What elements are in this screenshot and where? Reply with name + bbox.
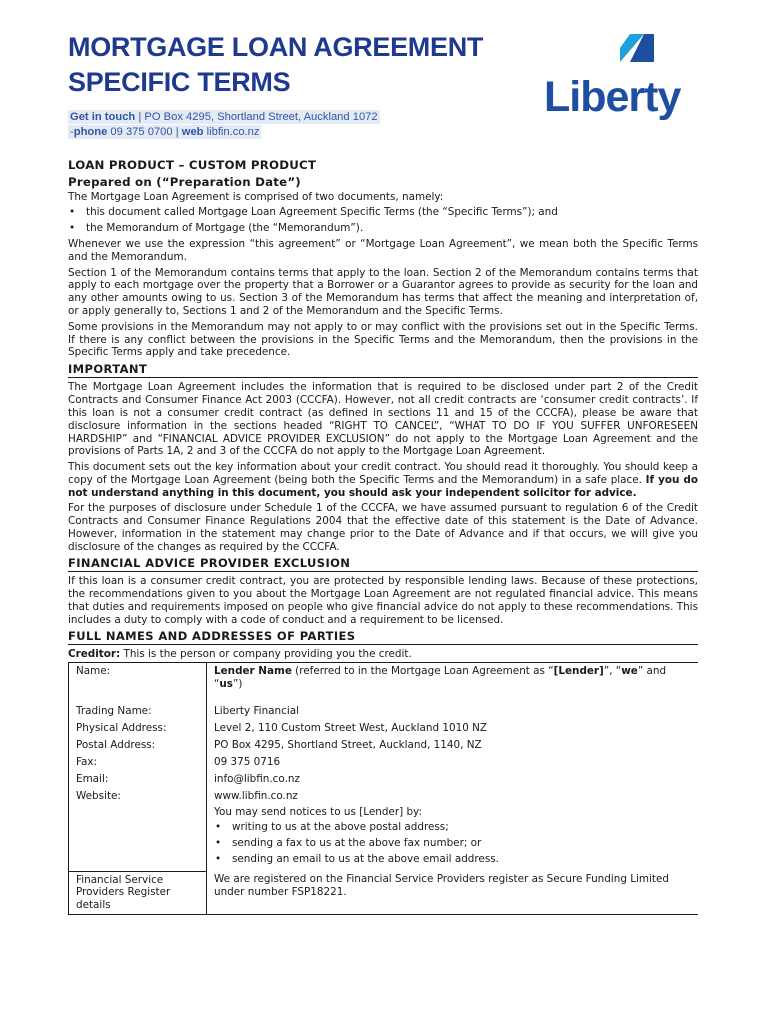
- creditor-description: This is the person or company providing you the credit.: [120, 648, 412, 661]
- list-item: • sending an email to us at the above email address.: [214, 853, 692, 866]
- fap-paragraph: If this loan is a consumer credit contract, you are protected by responsible lending laws. Because of these protections, the recommendations given to you about the Mortgage Loan Agreement are not regulated financial advice. This means that duties and requirements imposed on people who give financial advice do not apply to these recommendations. This includes a duty to comply with a code of conduct and a requirement to be licensed.: [68, 575, 698, 626]
- important-heading: IMPORTANT: [68, 362, 698, 378]
- title-line-2: SPECIFIC TERMS: [68, 67, 291, 97]
- table-row: [69, 754, 699, 771]
- name-label: Name:: [69, 663, 207, 693]
- fsp-label: Financial Service Providers Register details: [69, 871, 207, 915]
- sections-paragraph: Section 1 of the Memorandum contains terms that apply to the loan. Section 2 of the Memorandum contains terms that apply to each mortgage over the property that a Borrower or a Guarantor agrees to provide as security for the loan and any other amounts owing to us. Section 3 of the Memorandum has terms that affect the meaning and interpretation of, or apply generally to, Sections 1 and 2 of the Memorandum and the Specific Terms.: [68, 266, 698, 318]
- list-item: • the Memorandum of Mortgage (the “Memorandum”).: [68, 222, 698, 235]
- notices-list: [214, 821, 692, 866]
- lender-name: Lender Name: [214, 665, 292, 678]
- notices-cell: [207, 804, 699, 871]
- title-line-1: MORTGAGE LOAN AGREEMENT: [68, 32, 484, 62]
- table-row: [69, 693, 699, 703]
- table-row: [69, 737, 699, 754]
- name-text: ”, “: [603, 665, 622, 678]
- name-value: [207, 663, 699, 693]
- postal-contact: | PO Box 4295, Shortland Street, Auckland 1072: [135, 111, 378, 123]
- table-row: [69, 703, 699, 720]
- list-item: • this document called Mortgage Loan Agreement Specific Terms (the “Specific Terms”); and: [68, 206, 698, 219]
- empty-cell: [69, 804, 207, 871]
- physical-address-label: Physical Address:: [69, 720, 207, 737]
- fax-label: Fax:: [69, 754, 207, 771]
- name-text: (referred to in the Mortgage Loan Agreement as “: [291, 665, 554, 678]
- we-tag: we: [621, 665, 638, 678]
- parties-heading: FULL NAMES AND ADDRESSES OF PARTIES: [68, 629, 698, 645]
- logo-wordmark: Liberty: [544, 73, 681, 121]
- logo-mark-icon: [606, 34, 654, 74]
- contact-details: Get in touch | PO Box 4295, Shortland Street, Auckland 1072 -phone 09 375 0700 | web libfin.co.nz: [70, 111, 378, 138]
- name-text: ” and “: [214, 665, 667, 691]
- important-paragraph-3: For the purposes of disclosure under Schedule 1 of the CCCFA, we have assumed pursuant to regulation 6 of the Credit Contracts and Consumer Finance Regulations 2004 that the effective date of this statement is the Date of Advance. However, information in the statement may change prior to the Date of Advance and if that occurs, we will give you disclosure of the changes as required by the CCCFA.: [68, 502, 698, 553]
- website-value: www.libfin.co.nz: [214, 789, 298, 802]
- important-paragraph-1: The Mortgage Loan Agreement includes the information that is required to be disclosed under part 2 of the Credit Contracts and Consumer Finance Act 2003 (CCCFA). However, not all credit contracts are ‘consumer credit contracts’. If this loan is not a consumer credit contract (as defined in sections 11 and 15 of the CCCFA), please be aware that disclosure information in the sections headed “RIGHT TO CANCEL”, “WHAT TO DO IF YOU SUFFER UNFORESEEN HARDSHIP” and “FINANCIAL ADVICE PROVIDER EXCLUSION” do not apply to the Mortgage Loan Agreement and the provisions of Parts 1A, 2 and 3 of the CCCFA do not apply to the Mortgage Loan Agreement.: [68, 380, 698, 458]
- phone-label: phone: [73, 126, 108, 138]
- phone-number: 09 375 0700 |: [107, 126, 182, 138]
- creditor-line: [68, 648, 698, 661]
- creditor-label: Creditor:: [68, 648, 121, 661]
- fap-heading: FINANCIAL ADVICE PROVIDER EXCLUSION: [68, 556, 698, 572]
- fsp-value: We are registered on the Financial Service Providers register as Secure Funding Limited under number FSP18221.: [207, 871, 699, 915]
- trading-name-value: Liberty Financial: [214, 705, 299, 717]
- preparation-date-heading: Prepared on (“Preparation Date”): [68, 175, 301, 189]
- agreement-definition-paragraph: Whenever we use the expression “this agreement” or “Mortgage Loan Agreement”, we mean both the Specific Terms and the Memorandum.: [68, 238, 698, 264]
- intro-paragraph: The Mortgage Loan Agreement is comprised of two documents, namely:: [68, 191, 444, 203]
- table-row: [69, 771, 699, 788]
- table-row: [69, 720, 699, 737]
- postal-address-label: Postal Address:: [69, 737, 207, 754]
- important-paragraph-2: [68, 461, 698, 500]
- website-label: Website:: [69, 788, 207, 805]
- postal-address-value: PO Box 4295, Shortland Street, Auckland, 1140, NZ: [214, 738, 482, 751]
- precedence-paragraph: Some provisions in the Memorandum may not apply to or may conflict with the provisions set out in the Specific Terms. If there is any conflict between the provisions in the Specific Terms and the Memorandum, then the provisions in the Specific Terms apply and take precedence.: [68, 320, 698, 359]
- table-row: [69, 871, 699, 915]
- email-value: info@libfin.co.nz: [214, 772, 300, 785]
- loan-product-heading: LOAN PRODUCT – CUSTOM PRODUCT: [68, 158, 317, 172]
- email-label: Email:: [69, 771, 207, 788]
- list-item: • sending a fax to us at the above fax number; or: [214, 837, 692, 850]
- name-text: ”): [232, 678, 243, 691]
- get-in-touch-label: Get in touch: [70, 111, 136, 123]
- web-address: libfin.co.nz: [203, 126, 260, 138]
- table-row: [69, 804, 699, 871]
- parties-table: [68, 662, 698, 915]
- lender-tag: [Lender]: [553, 665, 604, 678]
- trading-name-label: Trading Name:: [69, 703, 207, 720]
- liberty-logo: [544, 34, 704, 124]
- us-tag: us: [219, 678, 233, 691]
- fax-value: 09 375 0716: [214, 755, 281, 768]
- table-row: [69, 663, 699, 693]
- important-text: This document sets out the key information about your credit contract. You should read it thoroughly. You should keep a copy of the Mortgage Loan Agreement (being both the Specific Terms and the Memorandum) in a safe place.: [68, 460, 698, 486]
- table-row: [69, 788, 699, 805]
- documents-list: [68, 206, 698, 235]
- web-label: web: [181, 126, 204, 138]
- important-bold-text: If you do not understand anything in this document, you should ask your independent solicitor for advice.: [68, 473, 698, 499]
- notices-intro: You may send notices to us [Lender] by:: [214, 806, 422, 819]
- physical-address-value: Level 2, 110 Custom Street West, Auckland 1010 NZ: [214, 721, 488, 734]
- list-item: • writing to us at the above postal address;: [214, 821, 692, 834]
- document-body: [68, 157, 698, 915]
